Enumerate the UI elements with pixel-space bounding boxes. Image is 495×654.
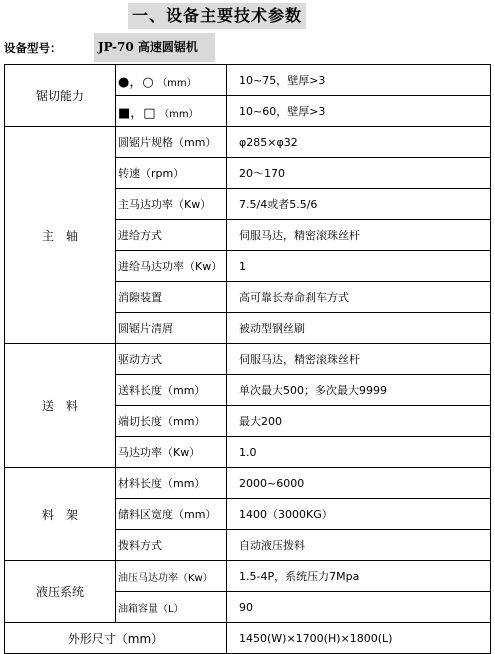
group-spindle: 主 轴 xyxy=(5,127,116,344)
row-label: 储料区宽度（mm） xyxy=(116,499,227,530)
square-capacity-value: 10~60，壁厚>3 xyxy=(227,96,491,127)
page-title: 一、设备主要技术参数 xyxy=(128,3,306,29)
row-label: 圆锯片规格（mm） xyxy=(116,127,227,158)
row-label: 端切长度（mm） xyxy=(116,406,227,437)
model-label: 设备型号： xyxy=(4,41,62,55)
row-value: 90 xyxy=(227,592,491,623)
row-label: 圆锯片清屑 xyxy=(116,313,227,344)
dimensions-label: 外形尺寸（mm） xyxy=(5,623,227,654)
row-value: 2000~6000 xyxy=(227,468,491,499)
dimensions-value: 1450(W)×1700(H)×1800(L) xyxy=(227,623,491,654)
table-row xyxy=(5,623,491,654)
row-value: 被动型钢丝刷 xyxy=(227,313,491,344)
row-label: 送料长度（mm） xyxy=(116,375,227,406)
group-hydraulic: 液压系统 xyxy=(5,561,116,623)
row-value: 伺服马达，精密滚珠丝杆 xyxy=(227,344,491,375)
spec-table xyxy=(4,64,491,654)
group-feeding: 送 料 xyxy=(5,344,116,468)
row-label: 油箱容量（L） xyxy=(116,592,227,623)
row-value: 20～170 xyxy=(227,158,491,189)
row-value: 7.5/4或者5.5/6 xyxy=(227,189,491,220)
table-row xyxy=(5,65,491,96)
row-label: 转速（rpm） xyxy=(116,158,227,189)
row-label: 油压马达功率（Kw） xyxy=(116,561,227,592)
model-value: JP-70 高速圆锯机 xyxy=(94,33,215,62)
row-value: 伺服马达，精密滚珠丝杆 xyxy=(227,220,491,251)
row-value: 1 xyxy=(227,251,491,282)
row-value: 高可靠长寿命刹车方式 xyxy=(227,282,491,313)
square-shape-icons: ■，□ xyxy=(118,105,156,121)
group-saw-capacity: 锯切能力 xyxy=(5,65,116,127)
round-shape-icons: ●，○ xyxy=(118,74,154,90)
row-label: 拨料方式 xyxy=(116,530,227,561)
row-value: 1.0 xyxy=(227,437,491,468)
row-label: 材料长度（mm） xyxy=(116,468,227,499)
table-row xyxy=(5,127,491,158)
row-label: 进给马达功率（Kw） xyxy=(116,251,227,282)
row-value: 自动液压拨料 xyxy=(227,530,491,561)
row-value: 单次最大500；多次最大9999 xyxy=(227,375,491,406)
round-unit: （mm） xyxy=(157,77,197,89)
table-row xyxy=(5,561,491,592)
row-value: φ285×φ32 xyxy=(227,127,491,158)
row-value: 1.5-4P，系统压力7Mpa xyxy=(227,561,491,592)
row-label: 消隙装置 xyxy=(116,282,227,313)
group-rack: 料 架 xyxy=(5,468,116,561)
square-shape-cell xyxy=(116,96,227,127)
square-unit: （mm） xyxy=(159,108,199,120)
row-label: 主马达功率（Kw） xyxy=(116,189,227,220)
row-label: 驱动方式 xyxy=(116,344,227,375)
table-row xyxy=(5,344,491,375)
table-row xyxy=(5,468,491,499)
row-value: 最大200 xyxy=(227,406,491,437)
round-shape-cell xyxy=(116,65,227,96)
row-value: 1400（3000KG） xyxy=(227,499,491,530)
row-label: 进给方式 xyxy=(116,220,227,251)
round-capacity-value: 10~75，壁厚>3 xyxy=(227,65,491,96)
row-label: 马达功率（Kw） xyxy=(116,437,227,468)
